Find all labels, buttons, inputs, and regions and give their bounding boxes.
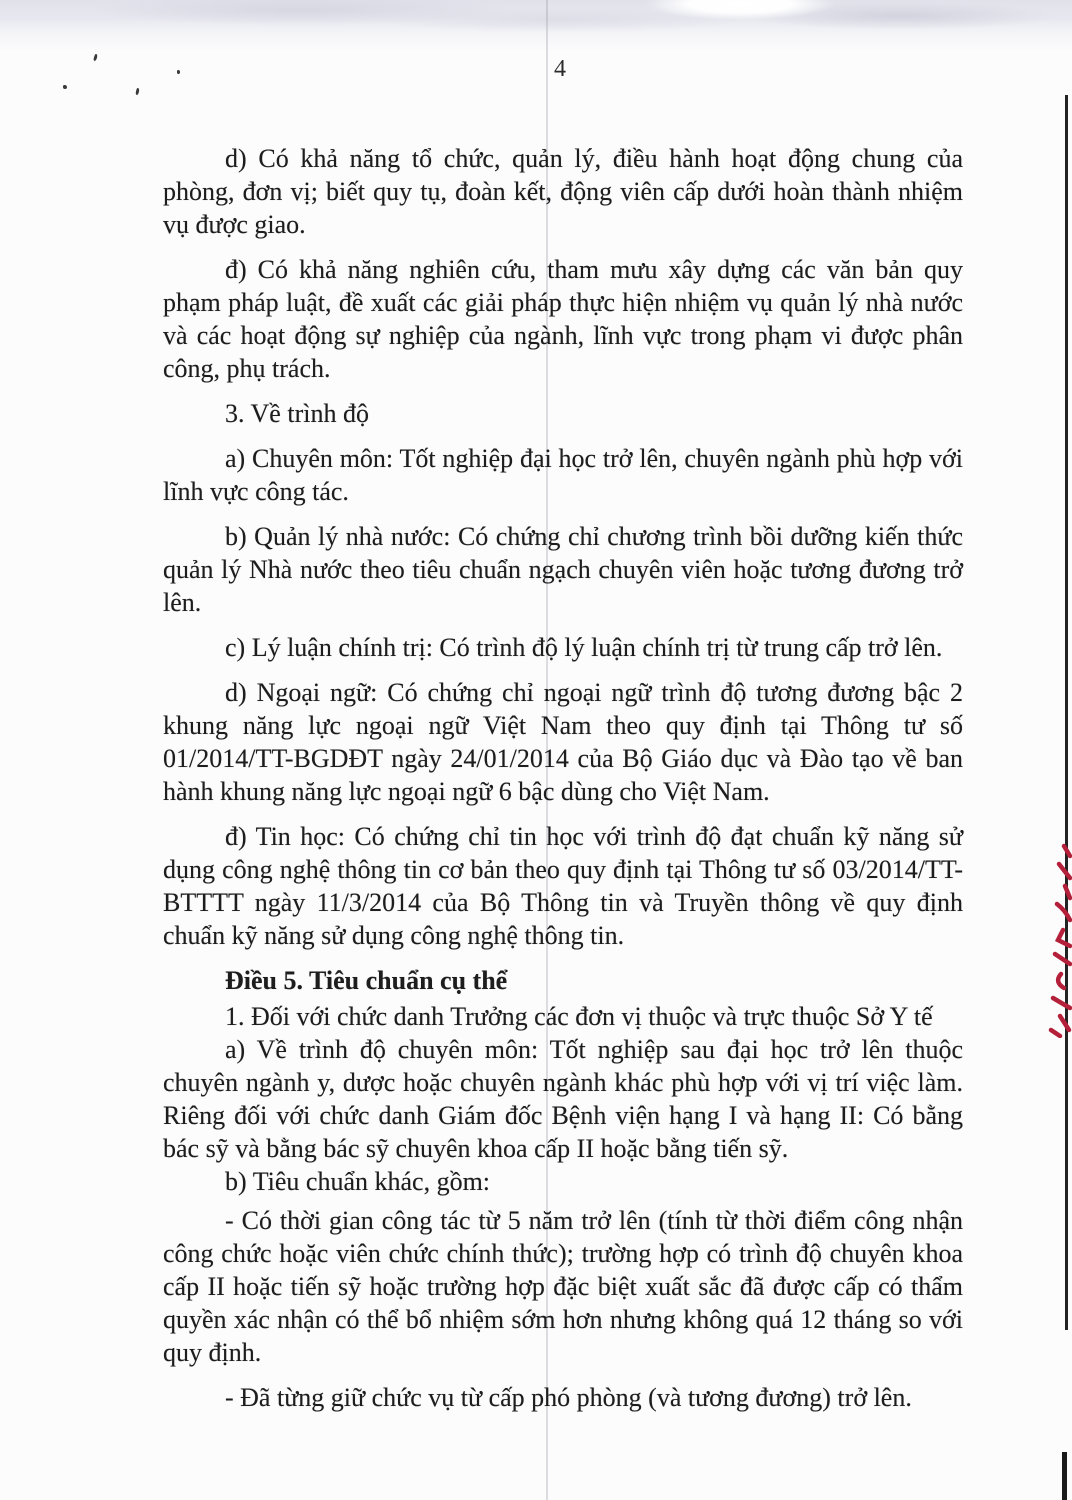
ink-speckle [63, 85, 67, 89]
page-number: 4 [554, 56, 566, 82]
ink-speckle [93, 54, 98, 62]
paragraph: b) Tiêu chuẩn khác, gồm: [225, 1167, 491, 1196]
red-margin-marks [1046, 842, 1072, 1038]
scan-edge-artifact-top [0, 0, 1072, 52]
paragraph: 1. Đối với chức danh Trưởng các đơn vị thuộc và trực thuộc Sở Y tế [225, 1002, 933, 1031]
list-item: - Đã từng giữ chức vụ từ cấp phó phòng (và tương đương) trở lên. [225, 1383, 912, 1412]
section-heading-dieu-5: Điều 5. Tiêu chuẩn cụ thể [225, 966, 508, 995]
paragraph: a) Chuyên môn: Tốt nghiệp đại học trở lên, chuyên ngành phù hợp với lĩnh vực công tác. [163, 444, 963, 506]
scan-edge-line-right-upper [1065, 95, 1068, 1330]
document-body [163, 142, 963, 1426]
paragraph: b) Quản lý nhà nước: Có chứng chỉ chương trình bồi dưỡng kiến thức quản lý Nhà nước theo tiêu chuẩn ngạch chuyên viên hoặc tương đương trở lên. [163, 522, 963, 617]
paragraph: đ) Có khả năng nghiên cứu, tham mưu xây dựng các văn bản quy phạm pháp luật, đề xuất các giải pháp thực hiện nhiệm vụ quản lý nhà nước và các hoạt động sự nghiệp của ngành, lĩnh vực trong phạm vi được phân công, phụ trách. [163, 255, 963, 383]
paragraph: d) Ngoại ngữ: Có chứng chỉ ngoại ngữ trình độ tương đương bậc 2 khung năng lực ngoại ngữ Việt Nam theo quy định tại Thông tư số 01/2014/TT-BGDĐT ngày 24/01/2014 của Bộ Giáo dục và Đào tạo về ban hành khung năng lực ngoại ngữ 6 bậc dùng cho Việt Nam. [163, 678, 963, 806]
list-item: - Có thời gian công tác từ 5 năm trở lên (tính từ thời điểm công nhận công chức hoặc viên chức chính thức); trường hợp có trình độ chuyên khoa cấp II hoặc tiến sỹ hoặc trường hợp đặc biệt xuất sắc đã được cấp có thẩm quyền xác nhận có thể bổ nhiệm sớm hơn nhưng không quá 12 tháng so với quy định. [163, 1206, 963, 1367]
paragraph: đ) Tin học: Có chứng chỉ tin học với trình độ đạt chuẩn kỹ năng sử dụng công nghệ thông tin cơ bản theo quy định tại Thông tư số 03/2014/TT-BTTTT ngày 11/3/2014 của Bộ Thông tin và Truyền thông về quy định chuẩn kỹ năng sử dụng công nghệ thông tin. [163, 822, 963, 950]
ink-speckle [135, 88, 140, 96]
scan-edge-line-right-lower [1062, 1452, 1067, 1500]
ink-speckle [177, 70, 180, 74]
paragraph: c) Lý luận chính trị: Có trình độ lý luận chính trị từ trung cấp trở lên. [225, 633, 943, 662]
paragraph: a) Về trình độ chuyên môn: Tốt nghiệp sau đại học trở lên thuộc chuyên ngành y, dược hoặc chuyên ngành khác phù hợp với vị trí việc làm. Riêng đối với chức danh Giám đốc Bệnh viện hạng I và hạng II: Có bằng bác sỹ và bằng bác sỹ chuyên khoa cấp II hoặc bằng tiến sỹ. [163, 1035, 963, 1163]
section-heading-trinh-do: 3. Về trình độ [225, 399, 369, 428]
paragraph: d) Có khả năng tổ chức, quản lý, điều hành hoạt động chung của phòng, đơn vị; biết quy tụ, đoàn kết, động viên cấp dưới hoàn thành nhiệm vụ được giao. [163, 144, 963, 239]
